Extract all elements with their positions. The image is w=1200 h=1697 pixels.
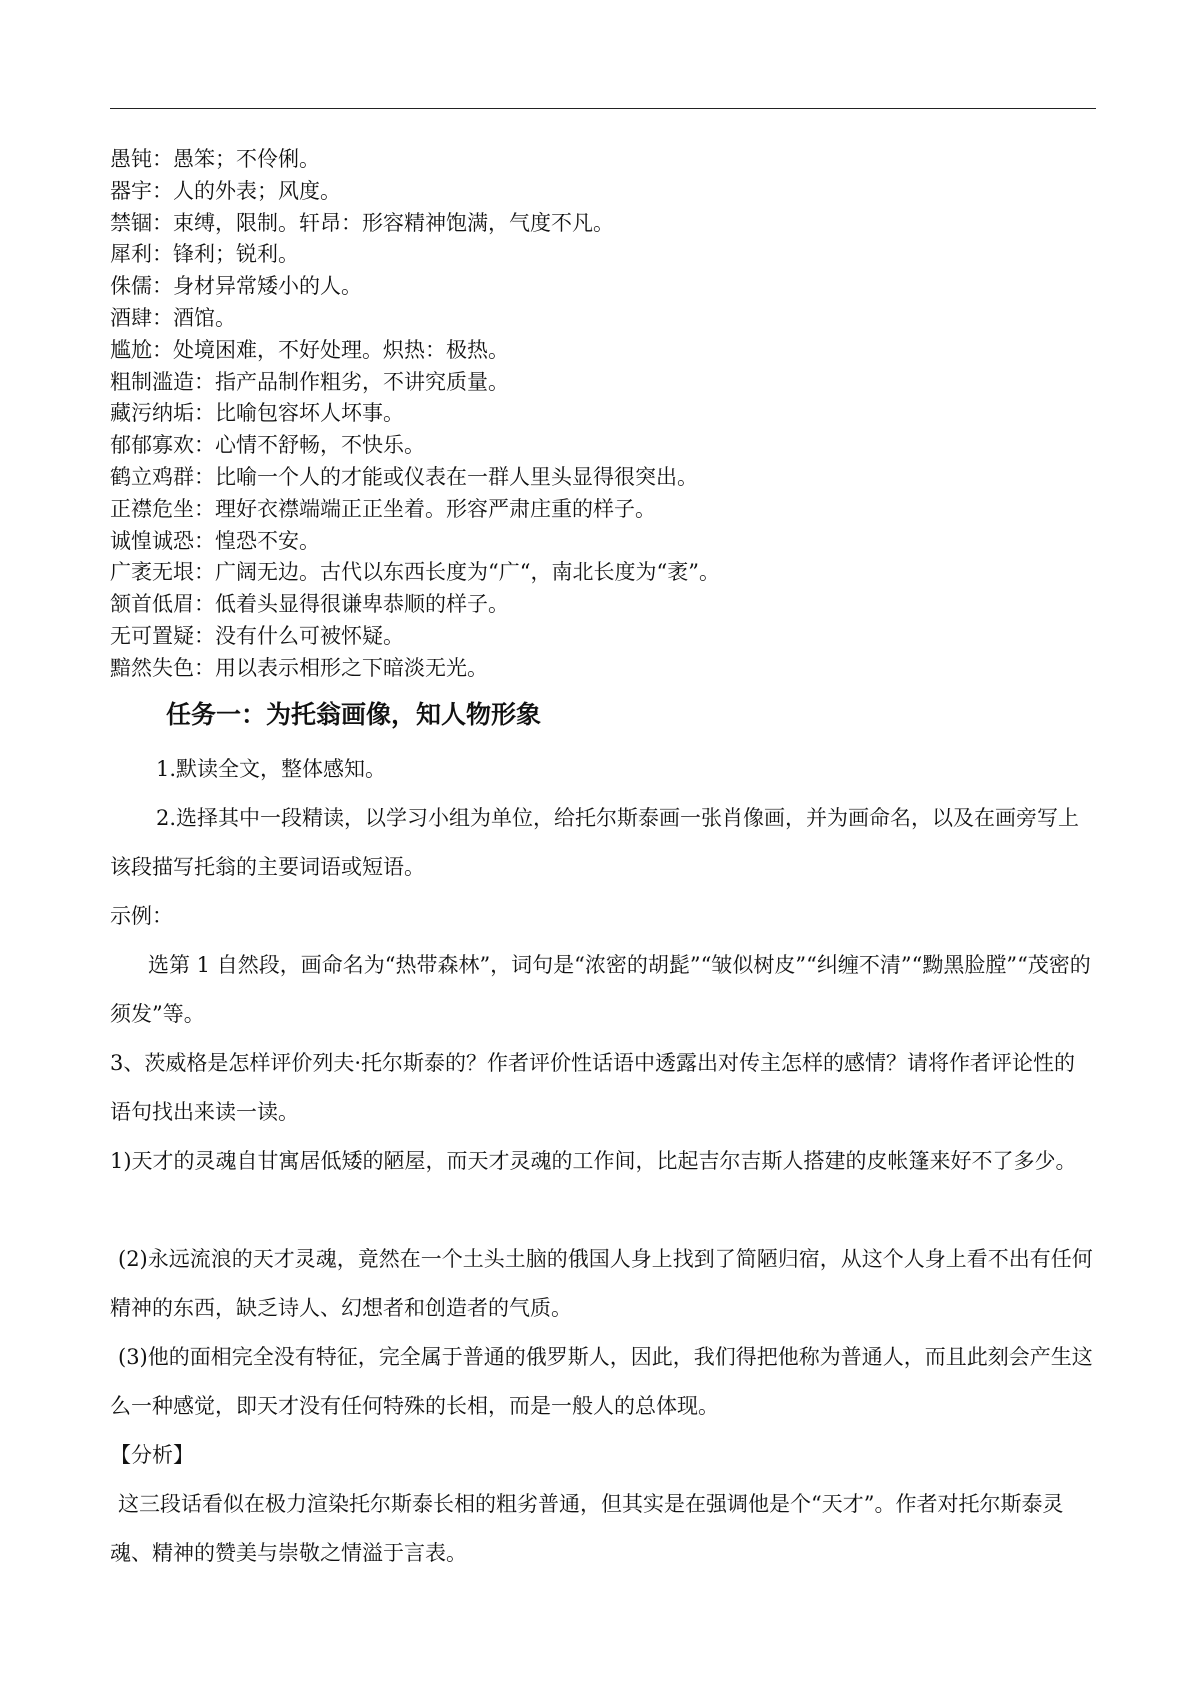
quote-1-text: 1)天才的灵魂自甘寓居低矮的陋屋，而天才灵魂的工作间，比起吉尔吉斯人搭建的皮帐篷来好不了多少。 <box>110 1149 1077 1173</box>
step-2-text: 2.选择其中一段精读，以学习小组为单位，给托尔斯泰画一张肖像画，并为画命名，以及在画旁写上该段描写托翁的主要词语或短语。 <box>110 806 1080 879</box>
header-rule <box>110 108 1096 109</box>
glossary-item: 颔首低眉：低着头显得很谦卑恭顺的样子。 <box>110 592 509 617</box>
step-1-text: 1.默读全文，整体感知。 <box>156 757 387 781</box>
example-label: 示例： <box>110 904 173 928</box>
glossary-item: 愚钝：愚笨；不伶俐。 <box>110 147 320 171</box>
question-3-text: 3、茨威格是怎样评价列夫·托尔斯泰的？作者评价性话语中透露出对传主怎样的感情？请将作者评论性的语句找出来读一读。 <box>110 1051 1076 1124</box>
glossary-item: 藏污纳垢：比喻包容坏人坏事。 <box>110 401 404 426</box>
task-heading: 任务一：为托翁画像，知人物形象 <box>166 700 542 729</box>
quote-3-text: (3)他的面相完全没有特征，完全属于普通的俄罗斯人，因此，我们得把他称为普通人，而且此刻会产生这么一种感觉，即天才没有任何特殊的长相，而是一般人的总体现。 <box>110 1345 1093 1418</box>
quote-2-text: (2)永远流浪的天才灵魂，竟然在一个土头土脑的俄国人身上找到了简陋归宿，从这个人身上看不出有任何精神的东西，缺乏诗人、幻想者和创造者的气质。 <box>110 1247 1093 1320</box>
glossary-list <box>110 144 1096 685</box>
glossary-item: 尴尬：处境困难，不好处理。炽热：极热。 <box>110 337 509 362</box>
glossary-item: 酒肆：酒馆。 <box>110 305 236 330</box>
glossary-item: 犀利：锋利；锐利。 <box>110 242 299 267</box>
glossary-item: 器宇：人的外表；风度。 <box>110 178 341 203</box>
analysis-text: 这三段话看似在极力渲染托尔斯泰长相的粗劣普通，但其实是在强调他是个“天才”。作者对托尔斯泰灵魂、精神的赞美与崇敬之情溢于言表。 <box>110 1492 1064 1565</box>
glossary-item: 郁郁寡欢：心情不舒畅，不快乐。 <box>110 433 425 458</box>
glossary-item: 广袤无垠：广阔无边。古代以东西长度为“广“，南北长度为“袤”。 <box>110 560 720 585</box>
glossary-item: 正襟危坐：理好衣襟端端正正坐着。形容严肃庄重的样子。 <box>110 496 656 521</box>
glossary-item: 粗制滥造：指产品制作粗劣，不讲究质量。 <box>110 369 509 394</box>
glossary-item: 黯然失色：用以表示相形之下暗淡无光。 <box>110 655 488 680</box>
glossary-item: 鹤立鸡群：比喻一个人的才能或仪表在一群人里头显得很突出。 <box>110 464 698 489</box>
glossary-item: 诚惶诚恐：惶恐不安。 <box>110 528 320 553</box>
glossary-item: 侏儒：身材异常矮小的人。 <box>110 274 362 299</box>
example-text: 选第 1 自然段，画命名为“热带森林”，词句是“浓密的胡髭”“皱似树皮”“纠缠不清”“黝黑脸膛”“茂密的须发”等。 <box>110 953 1091 1026</box>
glossary-item: 禁锢：束缚，限制。轩昂：形容精神饱满，气度不凡。 <box>110 210 614 235</box>
glossary-item: 无可置疑：没有什么可被怀疑。 <box>110 623 404 648</box>
analysis-label: 【分析】 <box>110 1443 194 1467</box>
